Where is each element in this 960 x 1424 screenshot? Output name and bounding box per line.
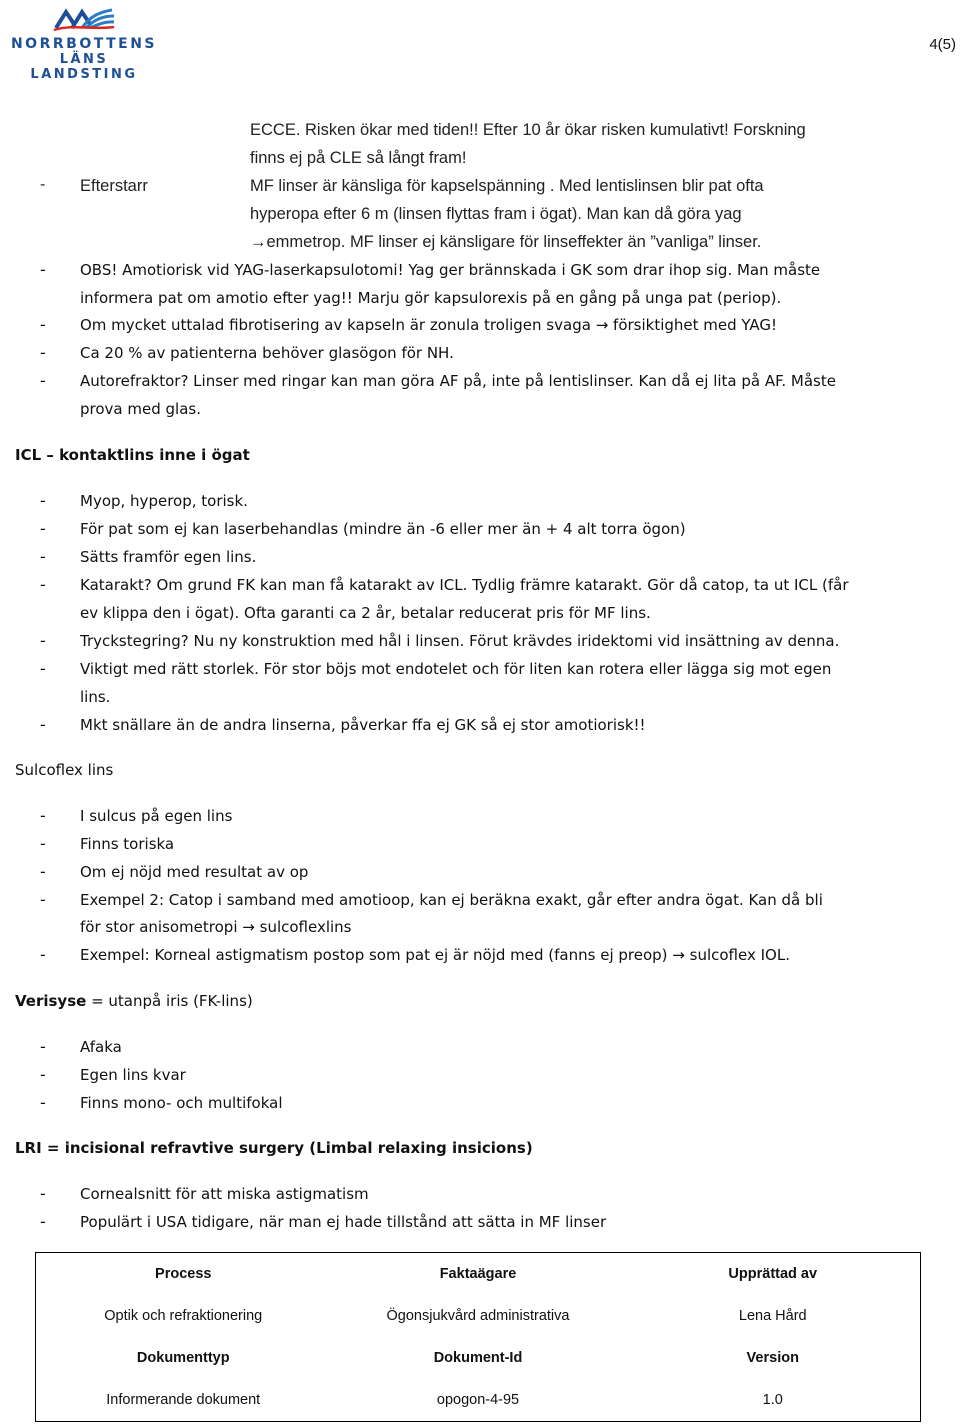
list-dash: - [40, 1212, 46, 1231]
text-line: hyperopa efter 6 m (linsen flyttas fram i ögat). Man kan då göra yag [250, 205, 742, 223]
list-item: Sätts framför egen lins. [80, 548, 257, 566]
list-dash: - [40, 315, 46, 334]
process-value: Optik och refraktionering [104, 1308, 263, 1324]
list-dash: - [40, 1065, 46, 1084]
list-item: prova med glas. [80, 400, 201, 418]
list-item: Om ej nöjd med resultat av op [80, 863, 309, 881]
list-item: Cornealsnitt för att miska astigmatism [80, 1185, 369, 1203]
efterstarr-label: Efterstarr [80, 177, 148, 195]
list-dash: - [40, 1184, 46, 1203]
list-dash: - [40, 834, 46, 853]
logo-text-line1: NORRBOTTENS [10, 36, 158, 52]
list-dash: - [40, 1037, 46, 1056]
organization-logo [4, 6, 164, 82]
list-dash: - [40, 890, 46, 909]
list-item: För pat som ej kan laserbehandlas (mindre än -6 eller mer än + 4 alt torra ögon) [80, 520, 686, 538]
section-heading-verisyse: Verisyse = utanpå iris (FK-lins) [15, 992, 253, 1010]
list-dash: - [40, 343, 46, 362]
list-dash: - [40, 1093, 46, 1112]
list-item: informera pat om amotio efter yag!! Marju gör kapsulorexis på en gång på unga pat (periop). [80, 289, 782, 307]
list-item: Ca 20 % av patienterna behöver glasögon för NH. [80, 344, 454, 362]
list-item: Egen lins kvar [80, 1066, 186, 1084]
list-item: Populärt i USA tidigare, när man ej hade tillstånd att sätta in MF linser [80, 1213, 607, 1231]
owner-label: Faktaägare [439, 1266, 517, 1282]
arrow-icon: → [250, 233, 267, 251]
logo-text-line2: LÄNS LANDSTING [30, 52, 138, 82]
section-heading-sulcoflex: Sulcoflex lins [15, 761, 114, 779]
list-item: Mkt snällare än de andra linserna, påverkar ffa ej GK så ej stor amotiorisk!! [80, 716, 646, 734]
docid-value: opogon-4-95 [436, 1392, 520, 1408]
list-dash: - [40, 491, 46, 510]
list-dash: - [40, 862, 46, 881]
list-item: I sulcus på egen lins [80, 807, 233, 825]
list-item: Viktigt med rätt storlek. För stor böjs mot endotelet och för liten kan rotera eller lägga sig mot egen [80, 660, 832, 678]
list-dash: - [40, 260, 46, 279]
author-value: Lena Hård [738, 1308, 807, 1324]
process-label: Process [155, 1266, 212, 1282]
list-item: Exempel 2: Catop i samband med amotioop, kan ej beräkna exakt, går efter andra ögat. Kan då bli [80, 891, 823, 909]
list-item: Exempel: Korneal astigmatism postop som pat ej är nöjd med (fanns ej preop) → sulcoflex IOL. [80, 946, 790, 964]
list-dash: - [40, 371, 46, 390]
list-item: Tryckstegring? Nu ny konstruktion med hål i linsen. Förut krävdes iridektomi vid insättning av denna. [80, 632, 840, 650]
list-item: Om mycket uttalad fibrotisering av kapseln är zonula troligen svaga → försiktighet med YAG! [80, 316, 778, 334]
list-dash: - [40, 176, 46, 193]
text-line: MF linser är känsliga för kapselspänning . Med lentislinsen blir pat ofta [250, 177, 764, 195]
list-dash: - [40, 575, 46, 594]
list-dash: - [40, 945, 46, 964]
docid-label: Dokument-Id [433, 1350, 523, 1366]
list-item: Finns toriska [80, 835, 175, 853]
list-item: Katarakt? Om grund FK kan man få katarakt av ICL. Tydlig främre katarakt. Gör då catop, ta ut ICL (får [80, 576, 849, 594]
text-line: →emmetrop. MF linser ej känsligare för linseffekter än ”vanliga” linser. [250, 233, 762, 251]
list-item: lins. [80, 688, 111, 706]
page-number: 4(5) [929, 36, 956, 53]
doctype-value: Informerande dokument [106, 1392, 261, 1408]
version-label: Version [746, 1350, 799, 1366]
list-dash: - [40, 547, 46, 566]
owner-value: Ögonsjukvård administrativa [386, 1308, 570, 1324]
text-line: ECCE. Risken ökar med tiden!! Efter 10 år ökar risken kumulativt! Forskning [250, 121, 806, 139]
list-item: Afaka [80, 1038, 122, 1056]
list-item: Finns mono- och multifokal [80, 1094, 283, 1112]
list-item: OBS! Amotiorisk vid YAG-laserkapsulotomi! Yag ger brännskada i GK som drar ihop sig. Man måste [80, 261, 821, 279]
author-label: Upprättad av [728, 1266, 818, 1282]
list-dash: - [40, 519, 46, 538]
arrow-icon: → [672, 946, 685, 964]
list-item: Autorefraktor? Linser med ringar kan man göra AF på, inte på lentislinser. Kan då ej lita på AF. Måste [80, 372, 836, 390]
section-heading-icl: ICL – kontaktlins inne i ögat [15, 446, 250, 464]
arrow-icon: → [595, 316, 609, 334]
list-item: Myop, hyperop, torisk. [80, 492, 248, 510]
list-dash: - [40, 659, 46, 678]
document-info-table [35, 1252, 921, 1422]
list-dash: - [40, 715, 46, 734]
list-item: ev klippa den i ögat). Ofta garanti ca 2 år, betalar reducerat pris för MF lins. [80, 604, 651, 622]
doctype-label: Dokumenttyp [136, 1350, 230, 1366]
list-dash: - [40, 806, 46, 825]
list-item: för stor anisometropi → sulcoflexlins [80, 918, 352, 936]
text-line: finns ej på CLE så långt fram! [250, 149, 467, 167]
logo-mark-icon [52, 6, 116, 32]
arrow-icon: → [242, 918, 255, 936]
list-dash: - [40, 631, 46, 650]
version-value: 1.0 [762, 1392, 783, 1408]
section-heading-lri: LRI = incisional refravtive surgery (Limbal relaxing insicions) [15, 1139, 533, 1157]
